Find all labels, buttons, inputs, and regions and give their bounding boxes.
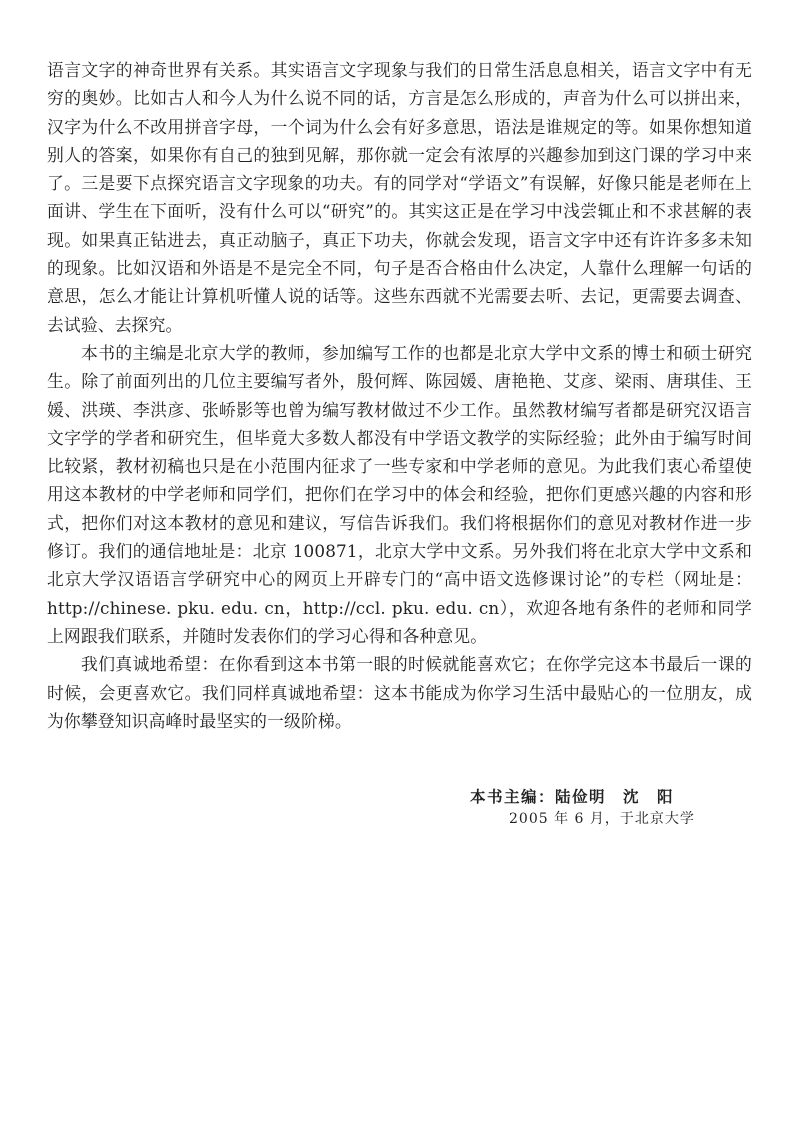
paragraph-2: 本书的主编是北京大学的教师，参加编写工作的也都是北京大学中文系的博士和硕士研究生。除了前面列出的几位主要编写者外，殷何辉、陈园媛、唐艳艳、艾彦、梁雨、唐琪佳、王媛、洪瑛、李洪彦、张峤影等也曾为编写教材做过不少工作。虽然教材编写者都是研究汉语言文字学的学者和研究生，但毕竟大多数人都没有中学语文教学的实际经验；此外由于编写时间比较紧，教材初稿也只是在小范围内征求了一些专家和中学老师的意见。为此我们衷心希望使用这本教材的中学老师和同学们，把你们在学习中的体会和经验，把你们更感兴趣的内容和形式，把你们对这本教材的意见和建议，写信告诉我们。我们将根据你们的意见对教材作进一步修订。我们的通信地址是：北京 100871，北京大学中文系。另外我们将在北京大学中文系和北京大学汉语语言学研究中心的网页上开辟专门的“高中语文选修课讨论”的专栏（网址是：http://chinese. pku. edu. cn，http://ccl. pku. edu. cn），欢迎各地有条件的老师和同学上网跟我们联系，并随时发表你们的学习心得和各种意见。 <box>47 342 752 646</box>
paragraph-3: 我们真诚地希望：在你看到这本书第一眼的时候就能喜欢它；在你学完这本书最后一课的时候，会更喜欢它。我们同样真诚地希望：这本书能成为你学习生活中最贴心的一位朋友，成为你攀登知识高峰时最坚实的一级阶梯。 <box>47 654 752 731</box>
signature-date: 2005 年 6 月，于北京大学 <box>509 811 695 827</box>
paragraph-1: 语言文字的神奇世界有关系。其实语言文字现象与我们的日常生活息息相关，语言文字中有无穷的奥妙。比如古人和今人为什么说不同的话，方言是怎么形成的，声音为什么可以拼出来，汉字为什么不改用拼音字母，一个词为什么会有好多意思，语法是谁规定的等。如果你想知道别人的答案，如果你有自己的独到见解，那你就一定会有浓厚的兴趣参加到这门课的学习中来了。三是要下点探究语言文字现象的功夫。有的同学对“学语文”有误解，好像只能是老师在上面讲、学生在下面听，没有什么可以“研究”的。其实这正是在学习中浅尝辄止和不求甚解的表现。如果真正钻进去，真正动脑子，真正下功夫，你就会发现，语言文字中还有许许多多未知的现象。比如汉语和外语是不是完全不同，句子是否合格由什么决定，人靠什么理解一句话的意思，怎么才能让计算机听懂人说的话等。这些东西就不光需要去听、去记，更需要去调查、去试验、去探究。 <box>47 60 752 335</box>
body-text <box>47 56 752 735</box>
chief-editors: 本书主编：陆俭明 沈 阳 <box>470 788 675 806</box>
signature-block <box>440 786 740 830</box>
